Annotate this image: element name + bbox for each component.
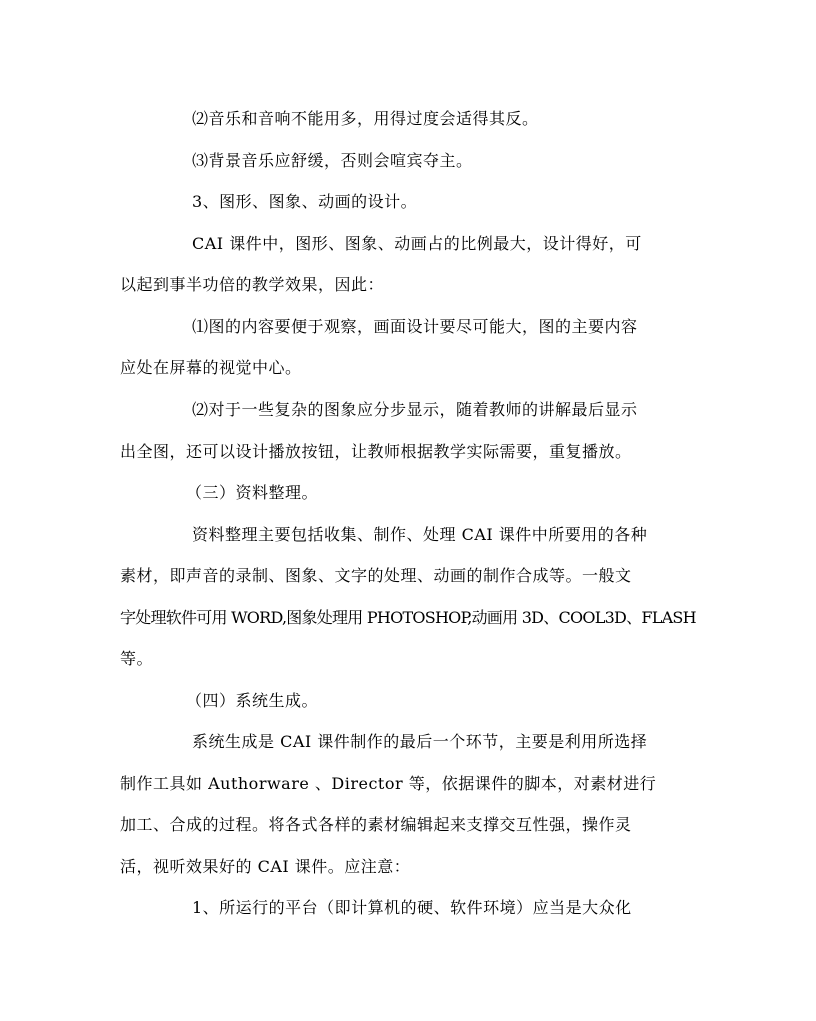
text-line: 1、所运行的平台（即计算机的硬、软件环境）应当是大众化 — [192, 898, 632, 917]
section-heading: （三）资料整理。 — [186, 483, 319, 502]
text-line: 3、图形、图象、动画的设计。 — [192, 192, 418, 211]
text-line: 以起到事半功倍的教学效果，因此： — [120, 275, 385, 294]
text-line: CAI 课件中，图形、图象、动画占的比例最大，设计得好，可 — [192, 234, 642, 253]
text-line: 素材，即声音的录制、图象、文字的处理、动画的制作合成等。一般文 — [120, 566, 632, 585]
text-line: 应处在屏幕的视觉中心。 — [120, 358, 302, 377]
text-line: ⑵对于一些复杂的图象应分步显示，随着教师的讲解最后显示 — [192, 400, 638, 419]
text-line: 系统生成是 CAI 课件制作的最后一个环节，主要是利用所选择 — [192, 732, 648, 751]
section-heading: （四）系统生成。 — [186, 691, 319, 710]
text-line: 加工、合成的过程。将各式各样的素材编辑起来支撑交互性强，操作灵 — [120, 815, 632, 834]
text-line: 活，视听效果好的 CAI 课件。应注意： — [120, 857, 411, 876]
text-line: 出全图，还可以设计播放按钮，让教师根据教学实际需要，重复播放。 — [120, 442, 632, 461]
text-line: ⑶背景音乐应舒缓，否则会喧宾夺主。 — [192, 151, 473, 170]
text-line: 等。 — [120, 649, 154, 668]
text-line: 字处理软件可用 WORD,图象处理用 PHOTOSHOP,动画用 3D、COOL3D、FLASH — [120, 608, 696, 627]
text-line: ⑴图的内容要便于观察，画面设计要尽可能大，图的主要内容 — [192, 317, 638, 336]
text-line: 资料整理主要包括收集、制作、处理 CAI 课件中所要用的各种 — [192, 525, 648, 544]
text-line: 制作工具如 Authorware 、Director 等，依据课件的脚本，对素材进行 — [120, 774, 657, 793]
text-line: ⑵音乐和音响不能用多，用得过度会适得其反。 — [192, 109, 539, 128]
